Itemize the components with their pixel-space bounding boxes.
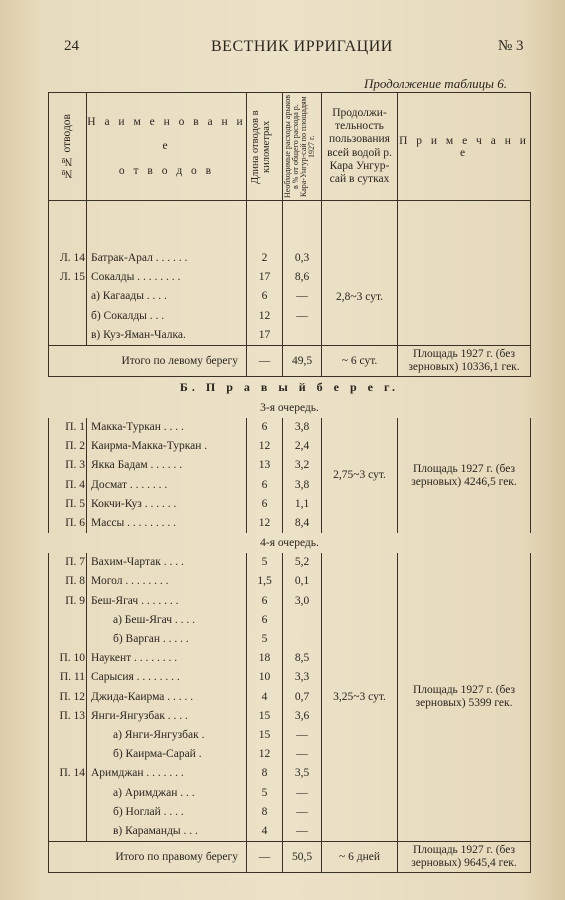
canal-number: П. 10: [49, 649, 87, 668]
spacer-cell: [283, 237, 322, 249]
canal-flow: 0,1: [283, 572, 322, 591]
canal-length: 8: [247, 764, 283, 783]
spacer-cell: [87, 201, 247, 214]
canal-length: 17: [247, 268, 283, 287]
issue-number: № 3: [498, 38, 524, 54]
canal-length: 15: [247, 726, 283, 745]
total-length: —: [247, 346, 283, 377]
canal-flow: —: [283, 784, 322, 803]
canal-name: б) Ноглай . . . .: [87, 803, 247, 822]
canal-name: Могол . . . . . . . .: [87, 572, 247, 591]
spacer-cell: [247, 237, 283, 249]
total-note: Площадь 1927 г. (без зерновых) 9645,4 гек.: [398, 842, 531, 873]
canal-name: а) Беш-Ягач . . . .: [87, 611, 247, 630]
canal-flow: —: [283, 307, 322, 326]
canal-number: П. 14: [49, 764, 87, 783]
table-row: [49, 418, 531, 437]
canal-length: 5: [247, 630, 283, 649]
canal-name: б) Сокалды . . .: [87, 307, 247, 326]
queue-3-label-cell: [49, 398, 531, 418]
table-row: [49, 249, 531, 268]
canal-number: [49, 307, 87, 326]
spacer-row: [49, 201, 531, 214]
spacer-cell: [398, 225, 531, 237]
canal-name: в) Куз-Яман-Чалка.: [87, 326, 247, 346]
canal-number: [49, 822, 87, 842]
group-duration: 2,75~3 сут.: [322, 418, 398, 533]
canal-name: Джида-Каирма . . . . .: [87, 688, 247, 707]
canal-name: Якка Бадам . . . . . .: [87, 456, 247, 475]
canal-name: Массы . . . . . . . . .: [87, 514, 247, 533]
canal-name: а) Янги-Янгузбак .: [87, 726, 247, 745]
group-note: Площадь 1927 г. (без зерновых) 5399 гек.: [398, 553, 531, 842]
canal-length: 6: [247, 418, 283, 437]
canal-length: 5: [247, 553, 283, 572]
canal-flow: 2,4: [283, 437, 322, 456]
spacer-cell: [322, 225, 398, 237]
canal-length: 4: [247, 688, 283, 707]
spacer-cell: [283, 201, 322, 214]
table-continuation-label: Продолжение таблицы 6.: [363, 76, 507, 91]
col-header-no: №№ отводов: [49, 93, 87, 201]
canal-length: 10: [247, 668, 283, 687]
canal-length: 6: [247, 476, 283, 495]
canal-number: П. 13: [49, 707, 87, 726]
spacer-cell: [398, 213, 531, 225]
col-header-note: П р и м е ч а н и е: [398, 93, 531, 201]
canal-number: [49, 784, 87, 803]
canal-number: [49, 726, 87, 745]
total-label: Итого по правому берегу: [49, 842, 247, 873]
canal-length: 17: [247, 326, 283, 346]
canal-name: Вахим-Чартак . . . .: [87, 553, 247, 572]
col-header-name: Н а и м е н о в а н и е о т в о д о в: [87, 93, 247, 201]
spacer-cell: [49, 225, 87, 237]
canal-length: 12: [247, 514, 283, 533]
spacer-cell: [283, 213, 322, 225]
canal-length: 6: [247, 611, 283, 630]
canal-flow: 3,0: [283, 592, 322, 611]
canal-flow: 1,1: [283, 495, 322, 514]
canal-number: П. 5: [49, 495, 87, 514]
total-note: Площадь 1927 г. (без зерновых) 10336,1 гек.: [398, 346, 531, 377]
total-duration: ~ 6 сут.: [322, 346, 398, 377]
canal-number: П. 4: [49, 476, 87, 495]
canal-name: Беш-Ягач . . . . . . .: [87, 592, 247, 611]
canal-name: б) Варган . . . . .: [87, 630, 247, 649]
spacer-cell: [398, 201, 531, 214]
page-header: [0, 38, 565, 60]
group-note: [398, 249, 531, 346]
canal-length: 8: [247, 803, 283, 822]
section-right-bank-text: Б. П р а в ы й б е р е г.: [179, 380, 400, 395]
canal-number: П. 2: [49, 437, 87, 456]
canal-name: Каирма-Макка-Туркан .: [87, 437, 247, 456]
canal-flow: 0,3: [283, 249, 322, 268]
canal-number: [49, 326, 87, 346]
spacer-cell: [247, 201, 283, 214]
spacer-cell: [49, 201, 87, 214]
canal-flow: 8,5: [283, 649, 322, 668]
total-row: [49, 346, 531, 377]
total-flow: 49,5: [283, 346, 322, 377]
canal-length: 6: [247, 287, 283, 306]
canal-length: 12: [247, 437, 283, 456]
table-row: [49, 553, 531, 572]
canal-name: в) Караманды . . .: [87, 822, 247, 842]
canal-flow: 8,6: [283, 268, 322, 287]
canal-flow: 3,2: [283, 456, 322, 475]
canal-name: Досмат . . . . . . .: [87, 476, 247, 495]
section-right-bank: [49, 377, 531, 399]
canal-flow: 5,2: [283, 553, 322, 572]
canal-name: Наукент . . . . . . . .: [87, 649, 247, 668]
canal-number: П. 3: [49, 456, 87, 475]
canal-name: Макка-Туркан . . . .: [87, 418, 247, 437]
queue-4-label: [49, 533, 531, 553]
spacer-cell: [87, 237, 247, 249]
canal-flow: [283, 326, 322, 346]
canal-number: П. 6: [49, 514, 87, 533]
section-right-bank-cell: [49, 377, 531, 399]
canal-length: 4: [247, 822, 283, 842]
spacer-cell: [87, 225, 247, 237]
canal-name: а) Аримджан . . .: [87, 784, 247, 803]
table-header-row: [49, 93, 531, 201]
col-header-flow: Необходимые расходы арыков в % от общего расхода р. Кара-Унгур-сай по площадям 1927 г.: [283, 93, 322, 201]
total-label: Итого по левому берегу: [49, 346, 247, 377]
canal-name: а) Кагаады . . . .: [87, 287, 247, 306]
spacer-cell: [322, 213, 398, 225]
canal-flow: [283, 630, 322, 649]
spacer-cell: [49, 213, 87, 225]
canal-length: 2: [247, 249, 283, 268]
canal-flow: 3,8: [283, 476, 322, 495]
canal-number: Л. 14: [49, 249, 87, 268]
canal-length: 6: [247, 592, 283, 611]
canal-name: Батрак-Арал . . . . . .: [87, 249, 247, 268]
group-note: Площадь 1927 г. (без зерновых) 4246,5 гек.: [398, 418, 531, 533]
total-length: —: [247, 842, 283, 873]
group-duration: 3,25~3 сут.: [322, 553, 398, 842]
canal-name: Сарысия . . . . . . . .: [87, 668, 247, 687]
spacer-cell: [49, 237, 87, 249]
canal-flow: 0,7: [283, 688, 322, 707]
col-header-length: Длина отводов в километрах: [247, 93, 283, 201]
canal-length: 13: [247, 456, 283, 475]
canal-flow: —: [283, 726, 322, 745]
total-duration: ~ 6 дней: [322, 842, 398, 873]
canal-number: [49, 630, 87, 649]
canal-number: П. 9: [49, 592, 87, 611]
canal-flow: —: [283, 287, 322, 306]
canal-length: 18: [247, 649, 283, 668]
canal-flow: —: [283, 803, 322, 822]
canal-flow: 3,5: [283, 764, 322, 783]
canal-flow: 3,3: [283, 668, 322, 687]
spacer-cell: [322, 201, 398, 214]
canal-length: 15: [247, 707, 283, 726]
canal-flow: 3,6: [283, 707, 322, 726]
spacer-row: [49, 225, 531, 237]
spacer-cell: [247, 225, 283, 237]
canal-name: Аримджан . . . . . . .: [87, 764, 247, 783]
canal-name: Кокчи-Куз . . . . . .: [87, 495, 247, 514]
irrigation-table: [48, 92, 531, 873]
canal-length: 6: [247, 495, 283, 514]
canal-length: 12: [247, 307, 283, 326]
canal-length: 1,5: [247, 572, 283, 591]
canal-number: [49, 745, 87, 764]
queue-3-label-text: 3-я очередь.: [260, 402, 319, 415]
canal-flow: 8,4: [283, 514, 322, 533]
spacer-cell: [247, 213, 283, 225]
canal-number: [49, 287, 87, 306]
page-number: 24: [64, 38, 79, 54]
journal-title: ВЕСТНИК ИРРИГАЦИИ: [211, 38, 393, 55]
spacer-cell: [398, 237, 531, 249]
spacer-row: [49, 237, 531, 249]
canal-name: Янги-Янгузбак . . . .: [87, 707, 247, 726]
canal-flow: [283, 611, 322, 630]
total-row: [49, 842, 531, 873]
canal-number: П. 7: [49, 553, 87, 572]
canal-number: Л. 15: [49, 268, 87, 287]
canal-number: П. 8: [49, 572, 87, 591]
total-flow: 50,5: [283, 842, 322, 873]
group-duration: 2,8~3 сут.: [322, 249, 398, 346]
canal-flow: 3,8: [283, 418, 322, 437]
col-header-duration: Продолжи-тельность пользования всей водой р. Кара Унгур-сай в сутках: [322, 93, 398, 201]
queue-4-label-cell: [49, 533, 531, 553]
canal-name: Сокалды . . . . . . . .: [87, 268, 247, 287]
spacer-row: [49, 213, 531, 225]
canal-number: [49, 803, 87, 822]
queue-4-label-text: 4-я очередь.: [260, 537, 319, 550]
canal-length: 5: [247, 784, 283, 803]
canal-flow: —: [283, 745, 322, 764]
canal-number: [49, 611, 87, 630]
canal-number: П. 1: [49, 418, 87, 437]
canal-number: П. 11: [49, 668, 87, 687]
canal-flow: —: [283, 822, 322, 842]
spacer-cell: [87, 213, 247, 225]
canal-length: 12: [247, 745, 283, 764]
spacer-cell: [322, 237, 398, 249]
canal-name: б) Каирма-Сарай .: [87, 745, 247, 764]
canal-number: П. 12: [49, 688, 87, 707]
spacer-cell: [283, 225, 322, 237]
queue-3-label: [49, 398, 531, 418]
